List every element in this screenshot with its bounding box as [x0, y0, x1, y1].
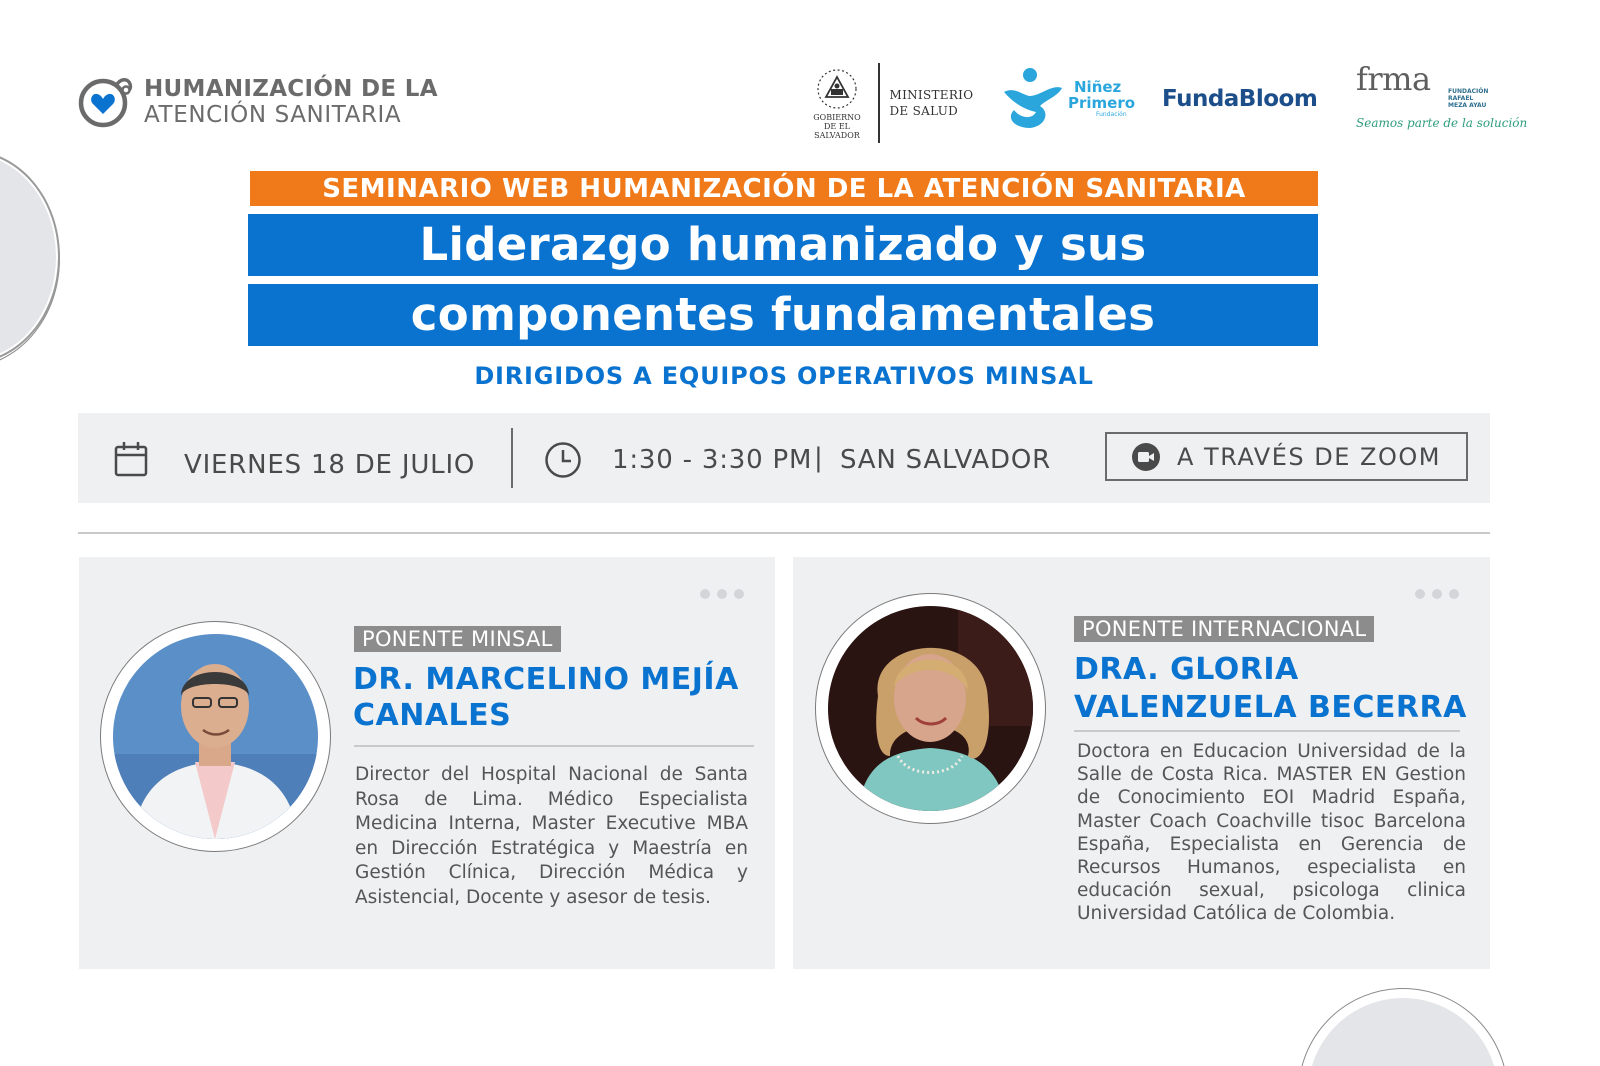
decorative-circle-bottom-right-fill: [1308, 998, 1498, 1066]
gov-seal-icon: [815, 67, 859, 111]
speaker-1-bio: Director del Hospital Nacional de Santa Rosa de Lima. Médico Especialista Medicina Interna, Master Executive MBA en Dirección Estratégica y Maestría en Gestión Clínica, Dirección Médica y Asistencial, Docente y asesor de tesis.: [355, 764, 748, 908]
speaker-1-role-tag: PONENTE MINSAL: [354, 626, 561, 652]
ninez-primero-logo: [1000, 66, 1135, 132]
frma-side-text: FUNDACIÓN RAFAEL MEZA AYAU: [1448, 88, 1489, 109]
frma-slogan: Seamos parte de la solución: [1356, 116, 1528, 130]
ninez-figure-icon: [1000, 66, 1066, 132]
event-date: VIERNES 18 DE JULIO: [184, 450, 476, 480]
speaker-photo-1: [113, 634, 318, 839]
speaker-photo-2: [828, 606, 1033, 811]
speaker-2-bio: Doctora en Educacion Universidad de la Salle de Costa Rica. MASTER EN Gestion de Conocimiento EOI Madrid España, Master Coach Coachville tisoc Barcelona España, Especialista en Gerencia de Recursos Humanos, especialista en educación sexual, psicologa clinica Universidad Católica de Colombia.: [1077, 741, 1466, 925]
government-logo: [806, 62, 973, 144]
speaker-1-name-line1: DR. MARCELINO MEJÍA: [353, 662, 739, 697]
audience-subtitle: DIRIGIDOS A EQUIPOS OPERATIVOS MINSAL: [474, 362, 1094, 390]
event-place: SAN SALVADOR: [840, 445, 1051, 475]
section-divider: [78, 532, 1490, 534]
speaker-2-name-line1: DRA. GLORIA: [1074, 652, 1299, 687]
ministry-name-line1: MINISTERIO: [889, 88, 974, 102]
event-title-line2: componentes fundamentales: [248, 284, 1318, 346]
ninez-sub: Fundación: [1096, 111, 1127, 118]
ministry-name-line2: DE SALUD: [889, 104, 959, 118]
brand-title-line1: HUMANIZACIÓN DE LA: [144, 76, 438, 102]
ninez-line2: Primero: [1068, 94, 1136, 112]
time-separator: |: [814, 443, 823, 473]
seminar-series-banner: SEMINARIO WEB HUMANIZACIÓN DE LA ATENCIÓN SANITARIA: [250, 171, 1318, 206]
event-time: 1:30 - 3:30 PM: [612, 445, 813, 475]
zoom-button[interactable]: [1105, 432, 1468, 481]
decorative-circle-left-fill: [0, 152, 58, 362]
gov-seal-text: GOBIERNO DE EL SALVADOR: [813, 112, 861, 140]
brand-title-line2: ATENCIÓN SANITARIA: [144, 102, 402, 128]
more-dots-icon: [700, 589, 744, 599]
speaker-1-rule: [354, 745, 754, 747]
event-title-line1: Liderazgo humanizado y sus: [248, 214, 1318, 276]
frma-logo: [1356, 62, 1527, 130]
info-divider: [511, 428, 513, 488]
gov-divider: [878, 63, 880, 143]
zoom-label: A TRAVÉS DE ZOOM: [1177, 442, 1441, 471]
clock-icon: [544, 441, 582, 479]
video-camera-icon: [1131, 442, 1161, 472]
fundabloom-logo: FundaBloom: [1162, 86, 1318, 112]
brand-logo: [76, 72, 438, 132]
ninez-line1: Niñez: [1074, 78, 1122, 96]
speaker-2-role-tag: PONENTE INTERNACIONAL: [1074, 616, 1374, 642]
more-dots-icon: [1415, 589, 1459, 599]
speaker-2-name-line2: VALENZUELA BECERRA: [1074, 690, 1467, 725]
calendar-icon: [114, 441, 148, 477]
speaker-2-rule: [1074, 730, 1460, 732]
speaker-1-name-line2: CANALES: [353, 698, 512, 733]
frma-wordmark: frma: [1356, 60, 1431, 98]
stethoscope-heart-icon: [76, 72, 136, 132]
